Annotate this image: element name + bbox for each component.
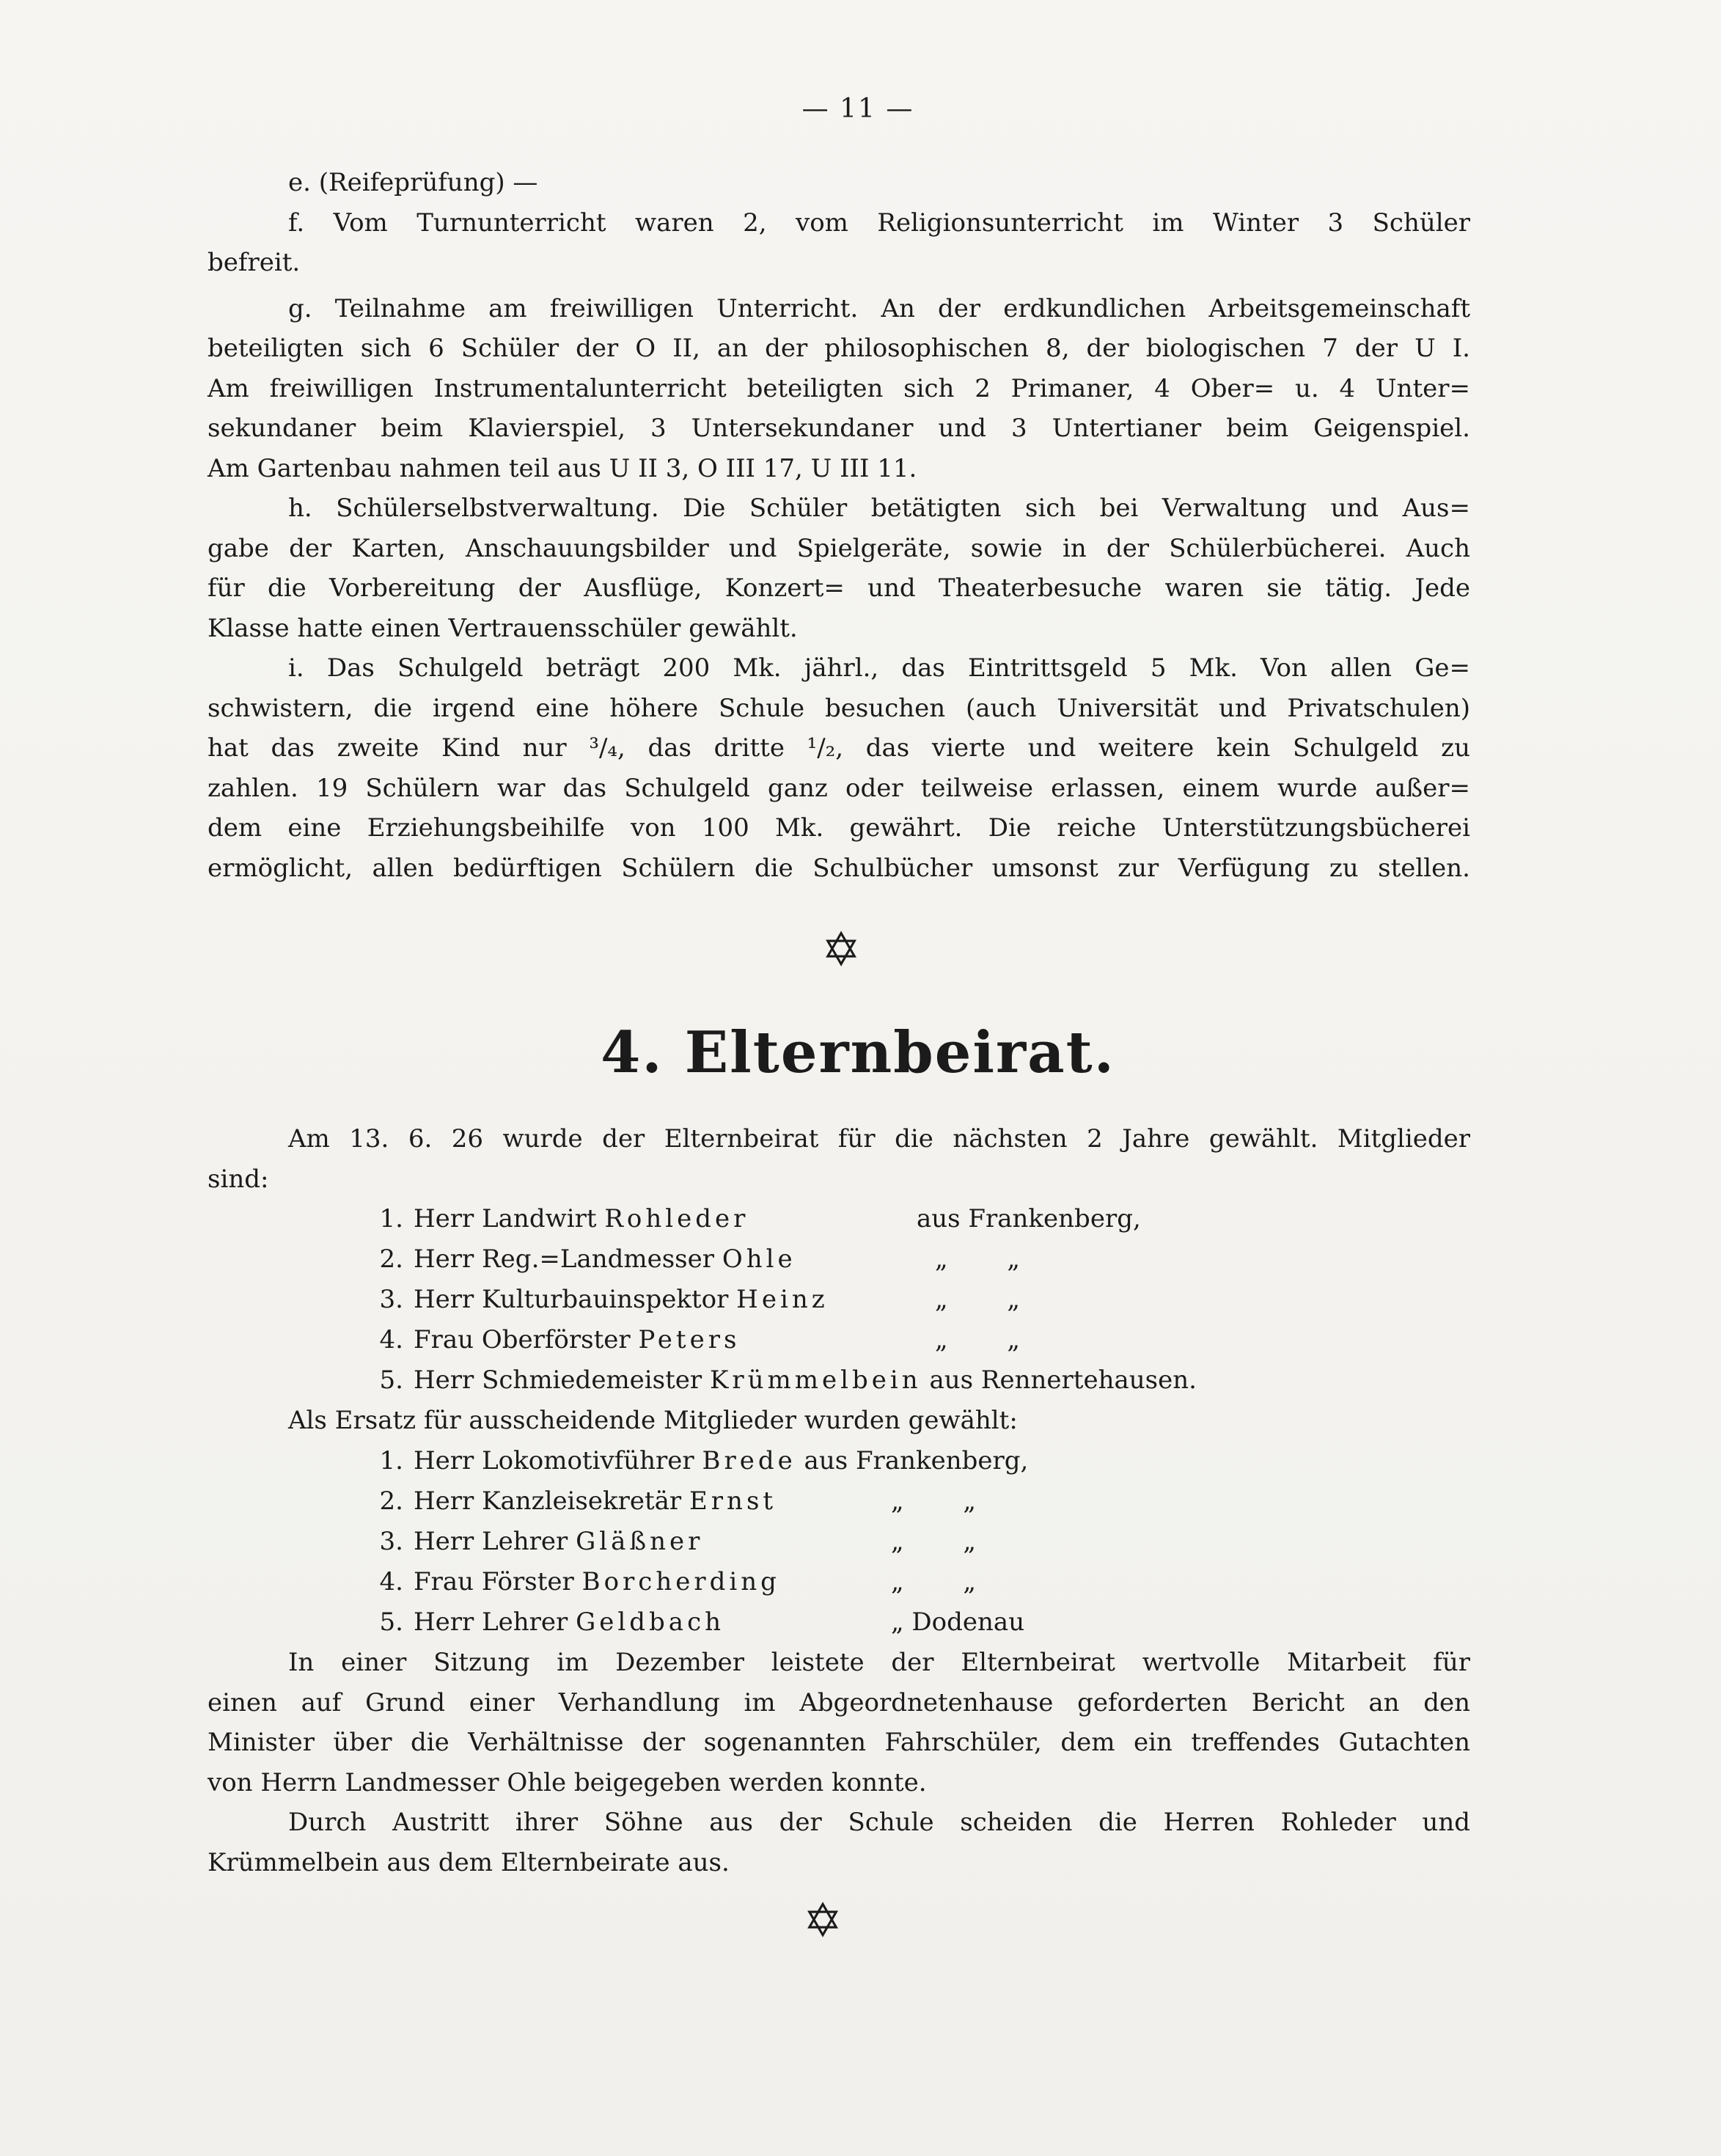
note-g-cont: Am Gartenbau nahmen teil aus U II 3, O III 17, U III 11.: [208, 453, 917, 483]
intro-line: Am 13. 6. 26 wurde der Elternbeirat für die nächsten 2 Jahre gewählt. Mitglieder: [288, 1124, 1470, 1154]
member-item: 3. Herr Kulturbauinspektor Heinz: [379, 1285, 829, 1314]
ersatz-item: 4. Frau Förster Borcherding: [379, 1567, 780, 1596]
note-h-cont: für die Vorbereitung der Ausflüge, Konzert= und Theaterbesuche waren sie tätig. Jede: [208, 573, 1470, 603]
note-f: f. Vom Turnunterricht waren 2, vom Religionsunterricht im Winter 3 Schüler: [288, 208, 1470, 238]
note-h-cont: gabe der Karten, Anschauungsbilder und Spielgeräte, sowie in der Schülerbücherei. Auch: [208, 533, 1470, 563]
ersatz-place: „ „: [891, 1527, 977, 1556]
section-title: 4. Elternbeirat.: [601, 1019, 1115, 1086]
member-item: 2. Herr Reg.=Landmesser Ohle: [379, 1244, 796, 1274]
member-item: 5. Herr Schmiedemeister Krümmelbein aus Rennertehausen.: [379, 1365, 1197, 1395]
star-ornament: ✡: [821, 923, 861, 978]
austritt-paragraph: Durch Austritt ihrer Söhne aus der Schule scheiden die Herren Rohleder und Krümmelbein aus dem Elternbeirate aus.: [208, 1808, 1470, 1877]
sitzung-paragraph: In einer Sitzung im Dezember leistete der Elternbeirat wertvolle Mitarbeit für einen auf Grund einer Verhandlung im Abgeordnetenhause geforderten Bericht an den Minister über die Verhältnisse der sogenannten Fahrschüler, dem ein treffendes Gutachten von Herrn Landmesser Ohle beigegeben werden konnte.: [208, 1648, 1470, 1797]
ersatz-item: 3. Herr Lehrer Gläßner: [379, 1527, 704, 1556]
member-place: aus Frankenberg,: [917, 1204, 1141, 1233]
member-place: „ „: [935, 1285, 1021, 1314]
star-ornament: ✡: [803, 1894, 843, 1948]
ersatz-item: 5. Herr Lehrer Geldbach: [379, 1607, 725, 1637]
ersatz-place: „ Dodenau: [891, 1607, 1025, 1637]
note-h: h. Schülerselbstverwaltung. Die Schüler betätigten sich bei Verwaltung und Aus=: [288, 494, 1470, 523]
note-i-cont: zahlen. 19 Schülern war das Schulgeld ganz oder teilweise erlassen, einem wurde außer=: [208, 773, 1470, 803]
note-g-cont: sekundaner beim Klavierspiel, 3 Untersekundaner und 3 Untertianer beim Geigenspiel.: [208, 414, 1470, 443]
ersatz-item: 2. Herr Kanzleisekretär Ernst: [379, 1486, 777, 1516]
note-i-cont: schwistern, die irgend eine höhere Schule besuchen (auch Universität und Privatschulen): [208, 693, 1470, 723]
note-f-cont: befreit.: [208, 248, 301, 277]
note-g-cont: Am freiwilligen Instrumentalunterricht beteiligten sich 2 Primaner, 4 Ober= u. 4 Unter=: [208, 373, 1470, 403]
page-number: — 11 —: [801, 94, 914, 124]
school-notes: [208, 163, 1470, 888]
intro-line: sind:: [208, 1164, 269, 1194]
note-i-cont: dem eine Erziehungsbeihilfe von 100 Mk. gewährt. Die reiche Unterstützungsbücherei: [208, 813, 1470, 843]
member-place: „ „: [935, 1244, 1021, 1274]
note-h-cont: Klasse hatte einen Vertrauensschüler gewählt.: [208, 613, 798, 643]
member-place: „ „: [935, 1325, 1021, 1354]
ersatz-intro: Als Ersatz für ausscheidende Mitglieder wurden gewählt:: [288, 1406, 1018, 1435]
ersatz-item: 1. Herr Lokomotivführer Brede aus Frankenberg,: [379, 1446, 1029, 1475]
note-i: i. Das Schulgeld beträgt 200 Mk. jährl., das Eintrittsgeld 5 Mk. Von allen Ge=: [288, 653, 1470, 683]
ersatz-place: „ „: [891, 1486, 977, 1516]
note-e: e. (Reifeprüfung) —: [288, 168, 538, 197]
note-g: g. Teilnahme am freiwilligen Unterricht. An der erdkundlichen Arbeitsgemeinschaft: [288, 293, 1470, 323]
note-i-cont: hat das zweite Kind nur ³/₄, das dritte ¹/₂, das vierte und weitere kein Schulgeld zu: [208, 733, 1470, 763]
note-g-cont: beteiligten sich 6 Schüler der O II, an der philosophischen 8, der biologischen 7 der U I.: [208, 334, 1470, 363]
note-i-cont: ermöglicht, allen bedürftigen Schülern die Schulbücher umsonst zur Verfügung zu stellen.: [208, 853, 1470, 883]
member-item: 4. Frau Oberförster Peters: [379, 1325, 741, 1354]
ersatz-place: „ „: [891, 1567, 977, 1596]
member-item: 1. Herr Landwirt Rohleder: [379, 1204, 749, 1233]
elternbeirat-intro: [208, 1119, 1470, 1199]
